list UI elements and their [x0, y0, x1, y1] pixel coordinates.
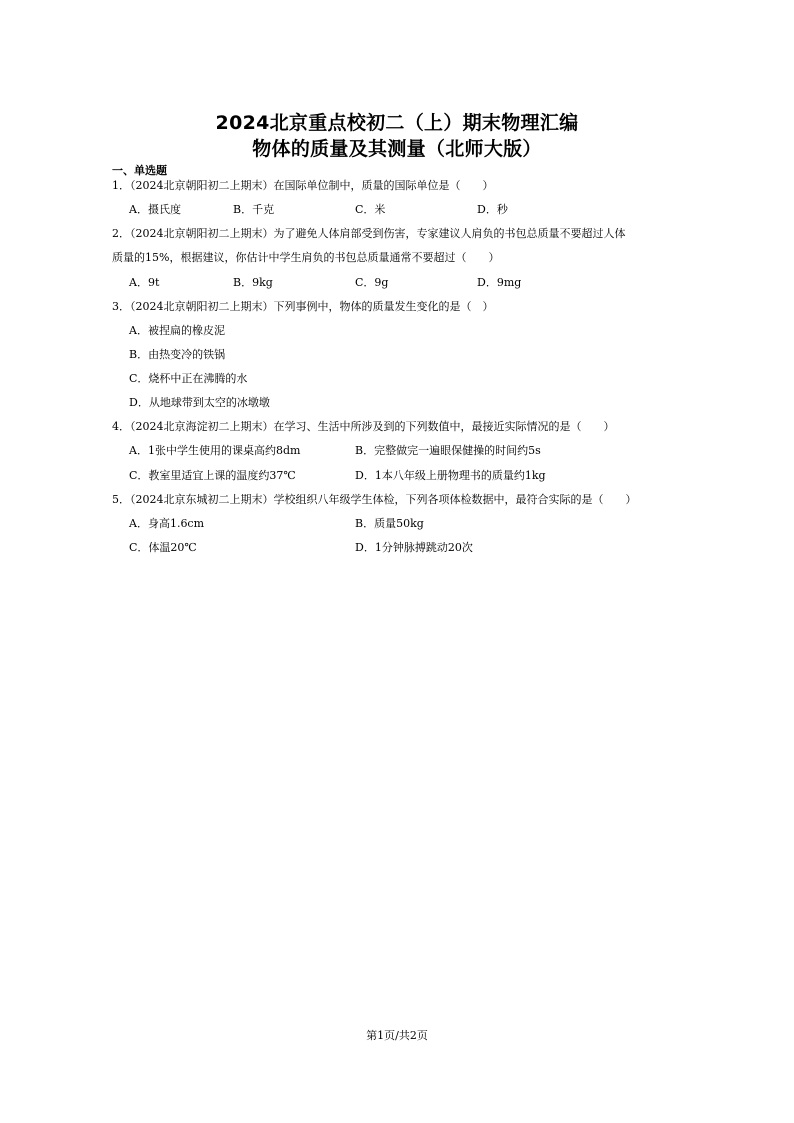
question-2-option-a: A．9t: [129, 276, 160, 289]
question-4-option-b: B．完整做完一遍眼保健操的时间约5s: [355, 444, 541, 457]
question-5-stem: 5．（2024北京东城初二上期末）学校组织八年级学生体检，下列各项体检数据中，最符合实际的是（ ）: [112, 493, 637, 506]
question-2-stem-line-1: 2．（2024北京朝阳初二上期末）为了避免人体肩部受到伤害，专家建议人肩负的书包总质量不要超过人体: [112, 227, 626, 240]
question-2-option-d: D．9mg: [477, 276, 522, 289]
question-4-option-c: C．教室里适宜上课的温度约37℃: [129, 469, 296, 482]
question-3-option-d: D．从地球带到太空的冰墩墩: [129, 396, 270, 409]
document-subtitle: 物体的质量及其测量（北师大版）: [252, 138, 542, 160]
question-2-option-b: B．9kg: [233, 276, 273, 289]
question-1-option-b: B．千克: [233, 203, 275, 216]
question-4-stem: 4．（2024北京海淀初二上期末）在学习、生活中所涉及到的下列数值中，最接近实际情况的是（ ）: [112, 420, 615, 433]
question-3-option-a: A．被捏扁的橡皮泥: [129, 324, 225, 337]
question-5-option-b: B．质量50kg: [355, 517, 424, 530]
question-2-stem-line-2: 质量的15%，根据建议，你估计中学生肩负的书包总质量通常不要超过（ ）: [112, 251, 500, 264]
question-4-option-a: A．1张中学生使用的课桌高约8dm: [129, 444, 301, 457]
question-4-option-d: D．1本八年级上册物理书的质量约1kg: [355, 469, 546, 482]
question-2-option-c: C．9g: [355, 276, 389, 289]
section-heading: 一、单选题: [112, 164, 167, 177]
document-title: 2024北京重点校初二（上）期末物理汇编: [215, 112, 579, 134]
question-5-option-a: A．身高1.6cm: [129, 517, 205, 530]
question-1-option-c: C．米: [355, 203, 386, 216]
question-3-option-c: C．烧杯中正在沸腾的水: [129, 372, 248, 385]
question-1-stem: 1．（2024北京朝阳初二上期末）在国际单位制中，质量的国际单位是（ ）: [112, 179, 494, 192]
page-footer: 第1页/共2页: [366, 1029, 428, 1042]
question-5-option-d: D．1分钟脉搏跳动20次: [355, 541, 473, 554]
question-5-option-c: C．体温20℃: [129, 541, 197, 554]
question-3-stem: 3．（2024北京朝阳初二上期末）下列事例中，物体的质量发生变化的是（ ）: [112, 300, 494, 313]
question-1-option-a: A．摄氏度: [129, 203, 181, 216]
question-1-option-d: D．秒: [477, 203, 508, 216]
question-3-option-b: B．由热变冷的铁锅: [129, 348, 226, 361]
